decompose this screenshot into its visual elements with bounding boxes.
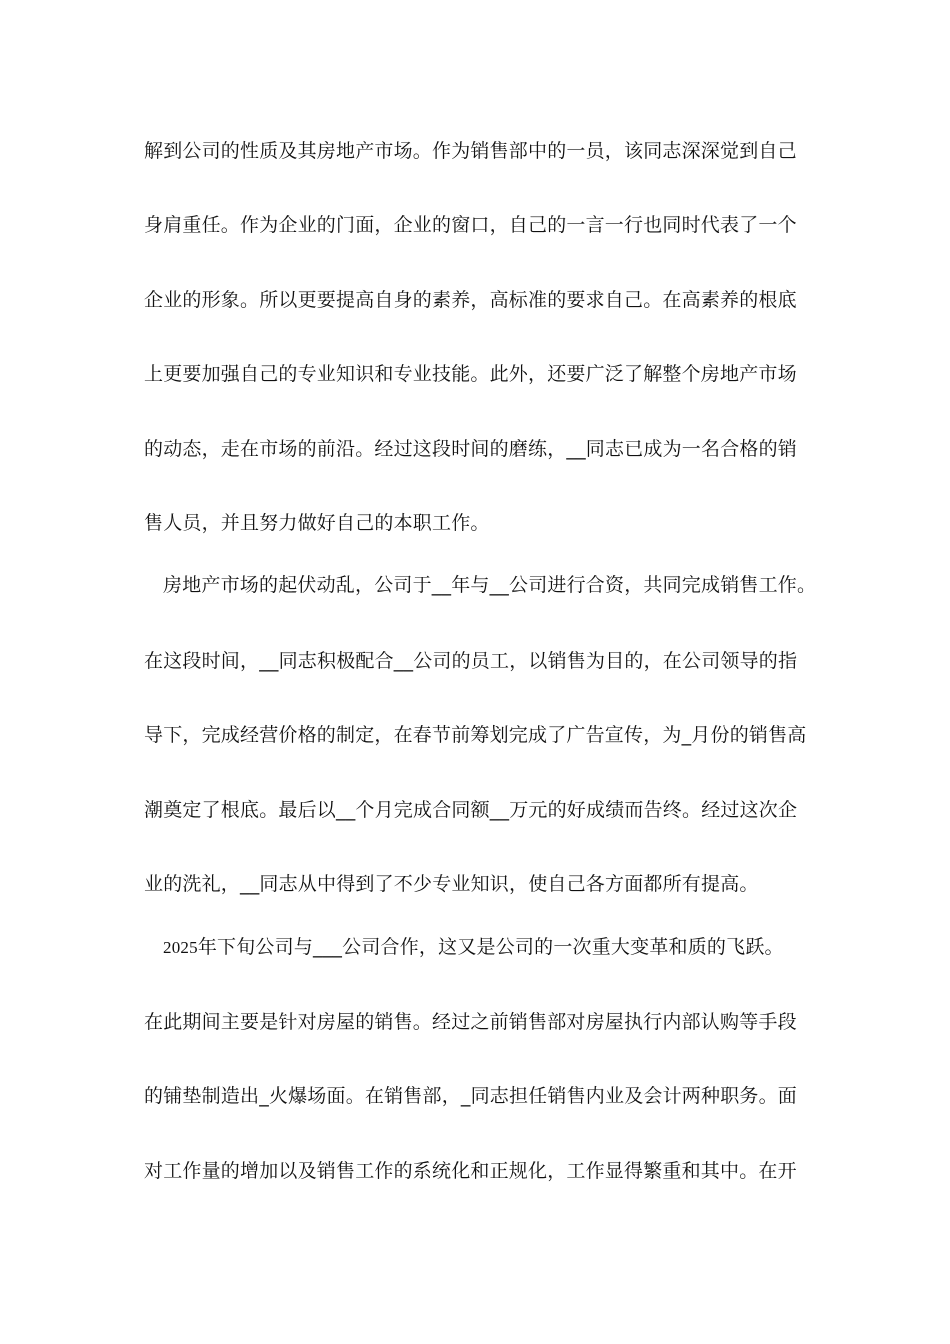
paragraph-first-line: 房地产市场的起伏动乱，公司于__年与__公司进行合资，共同完成销售工作。 bbox=[163, 574, 817, 596]
text-line: 企业的形象。所以更要提高自身的素养，高标准的要求自己。在高素养的根底 bbox=[144, 289, 797, 311]
text-line: 导下，完成经营价格的制定，在春节前筹划完成了广告宣传，为_月份的销售高 bbox=[144, 724, 807, 746]
text-line: 在此期间主要是针对房屋的销售。经过之前销售部对房屋执行内部认购等手段 bbox=[144, 1011, 797, 1033]
year-number: 2025 bbox=[163, 938, 198, 957]
text-line: 身肩重任。作为企业的门面，企业的窗口，自己的一言一行也同时代表了一个 bbox=[144, 214, 797, 236]
text-line: 的动态，走在市场的前沿。经过这段时间的磨练，__同志已成为一名合格的销 bbox=[144, 438, 798, 460]
text-line: 在这段时间，__同志积极配合__公司的员工，以销售为目的，在公司领导的指 bbox=[144, 650, 798, 672]
text-line: 对工作量的增加以及销售工作的系统化和正规化，工作显得繁重和其中。在开 bbox=[144, 1160, 797, 1182]
paragraph-text: 年下旬公司与___公司合作，这又是公司的一次重大变革和质的飞跃。 bbox=[197, 936, 784, 958]
text-line: 售人员，并且努力做好自己的本职工作。 bbox=[144, 512, 490, 534]
text-line: 业的洗礼，__同志从中得到了不少专业知识，使自己各方面都所有提高。 bbox=[144, 873, 759, 895]
text-line: 上更要加强自己的专业知识和专业技能。此外，还要广泛了解整个房地产市场 bbox=[144, 363, 797, 385]
paragraph-first-line bbox=[163, 932, 843, 962]
text-line: 潮奠定了根底。最后以__个月完成合同额__万元的好成绩而告终。经过这次企 bbox=[144, 799, 798, 821]
text-line: 的铺垫制造出_火爆场面。在销售部，_同志担任销售内业及会计两种职务。面 bbox=[144, 1085, 798, 1107]
text-line: 解到公司的性质及其房地产市场。作为销售部中的一员，该同志深深觉到自己 bbox=[144, 140, 797, 162]
